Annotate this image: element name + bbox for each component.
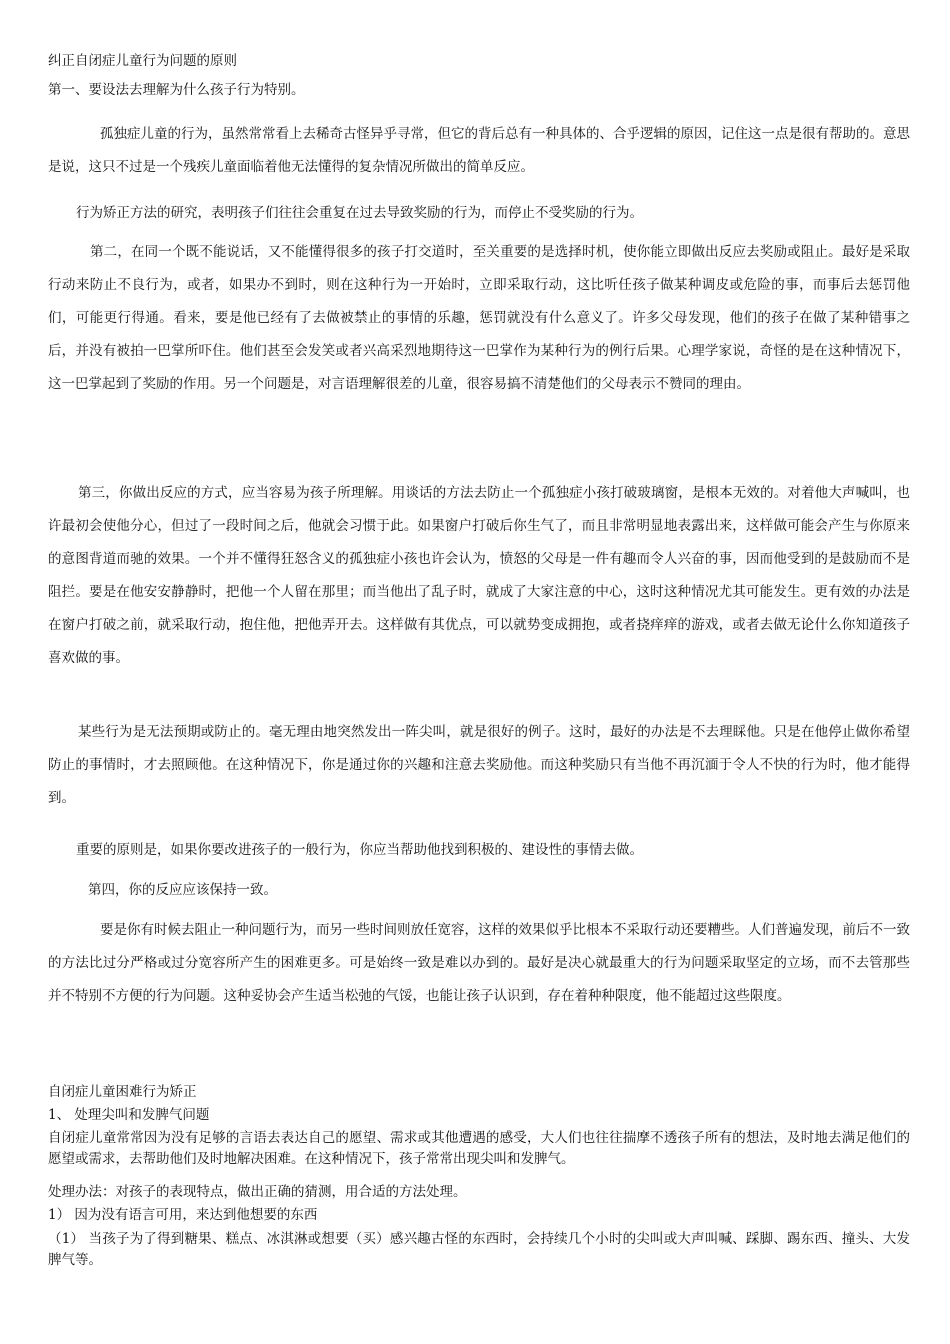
list-item-1-1: 1） 因为没有语言可用，来达到他想要的东西: [48, 1207, 318, 1223]
paragraph-3: 第二，在同一个既不能说话，又不能懂得很多的孩子打交道时，至关重要的是选择时机，使你能立即做出反应去奖励或阻止。最好是采取行动来防止不良行为，或者，如果办不到时，则在这种行为一开始时，立即采取行动，这比听任孩子做某种调皮或危险的事，而事后去惩罚他们，可能更行得通。看来，要是他已经有了去做被禁止的事情的乐趣，惩罚就没有什么意义了。许多父母发现，他们的孩子在做了某种错事之后，并没有被拍一巴掌所吓住。他们甚至会发笑或者兴高采烈地期待这一巴掌作为某种行为的例行后果。心理学家说，奇怪的是在这种情况下，这一巴掌起到了奖励的作用。另一个问题是，对言语理解很差的儿童，很容易搞不清楚他们的父母表示不赞同的理由。: [48, 244, 910, 392]
paragraph-9: 处理办法：对孩子的表现特点，做出正确的猜测，用合适的方法处理。: [48, 1184, 467, 1200]
section-title-2: 自闭症儿童困难行为矫正: [48, 1084, 197, 1100]
paragraph-10: （1） 当孩子为了得到糖果、糕点、冰淇淋或想要（买）感兴趣古怪的东西时，会持续几个小时的尖叫或大声叫喊、踩脚、踢东西、撞头、大发脾气等。: [48, 1231, 910, 1268]
paragraph-2: 行为矫正方法的研究，表明孩子们往往会重复在过去导致奖励的行为，而停止不受奖励的行为。: [76, 205, 643, 221]
section-heading-fourth: 第四，你的反应应该保持一致。: [88, 882, 277, 898]
paragraph-5: 某些行为是无法预期或防止的。毫无理由地突然发出一阵尖叫，就是很好的例子。这时，最好的办法是不去理睬他。只是在他停止做你希望防止的事情时，才去照顾他。在这种情况下，你是通过你的兴趣和注意去奖励他。而这种奖励只有当他不再沉湎于令人不快的行为时，他才能得到。: [48, 724, 910, 806]
section-heading-first: 第一、要设法去理解为什么孩子行为特别。: [48, 82, 305, 98]
paragraph-8: 自闭症儿童常常因为没有足够的言语去表达自己的愿望、需求或其他遭遇的感受，大人们也往往揣摩不透孩子所有的想法，及时地去满足他们的愿望或需求，去帮助他们及时地解决困难。在这种情况下，孩子常常出现尖叫和发脾气。: [48, 1130, 910, 1167]
paragraph-4: 第三，你做出反应的方式，应当容易为孩子所理解。用谈话的方法去防止一个孤独症小孩打破玻璃窗，是根本无效的。对着他大声喊叫，也许最初会使他分心，但过了一段时间之后，他就会习惯于此。如果窗户打破后你生气了，而且非常明显地表露出来，这样做可能会产生与你原来的意图背道而驰的效果。一个并不懂得狂怒含义的孤独症小孩也许会认为，愤怒的父母是一件有趣而令人兴奋的事，因而他受到的是鼓励而不是阻拦。要是在他安安静静时，把他一个人留在那里；而当他出了乱子时，就成了大家注意的中心，这时这种情况尤其可能发生。更有效的办法是在窗户打破之前，就采取行动，抱住他，把他弄开去。这样做有其优点，可以就势变成拥抱，或者挠痒痒的游戏，或者去做无论什么你知道孩子喜欢做的事。: [48, 485, 910, 666]
document-title: 纠正自闭症儿童行为问题的原则: [48, 53, 237, 69]
paragraph-1: 孤独症儿童的行为，虽然常常看上去稀奇古怪异乎寻常，但它的背后总有一种具体的、合乎逻辑的原因，记住这一点是很有帮助的。意思是说，这只不过是一个残疾儿童面临着他无法懂得的复杂情况所做出的简单反应。: [48, 126, 910, 175]
list-item-1: 1、 处理尖叫和发脾气问题: [48, 1107, 210, 1123]
paragraph-6: 重要的原则是，如果你要改进孩子的一般行为，你应当帮助他找到积极的、建设性的事情去做。: [76, 842, 643, 858]
paragraph-7: 要是你有时候去阻止一种问题行为，而另一些时间则放任宽容，这样的效果似乎比根本不采取行动还要糟些。人们普遍发现，前后不一致的方法比过分严格或过分宽容所产生的困难更多。可是始终一致是难以办到的。最好是决心就最重大的行为问题采取坚定的立场，而不去管那些并不特别不方便的行为问题。这种妥协会产生适当松弛的气馁，也能让孩子认识到，存在着种种限度，他不能超过这些限度。: [48, 922, 910, 1004]
